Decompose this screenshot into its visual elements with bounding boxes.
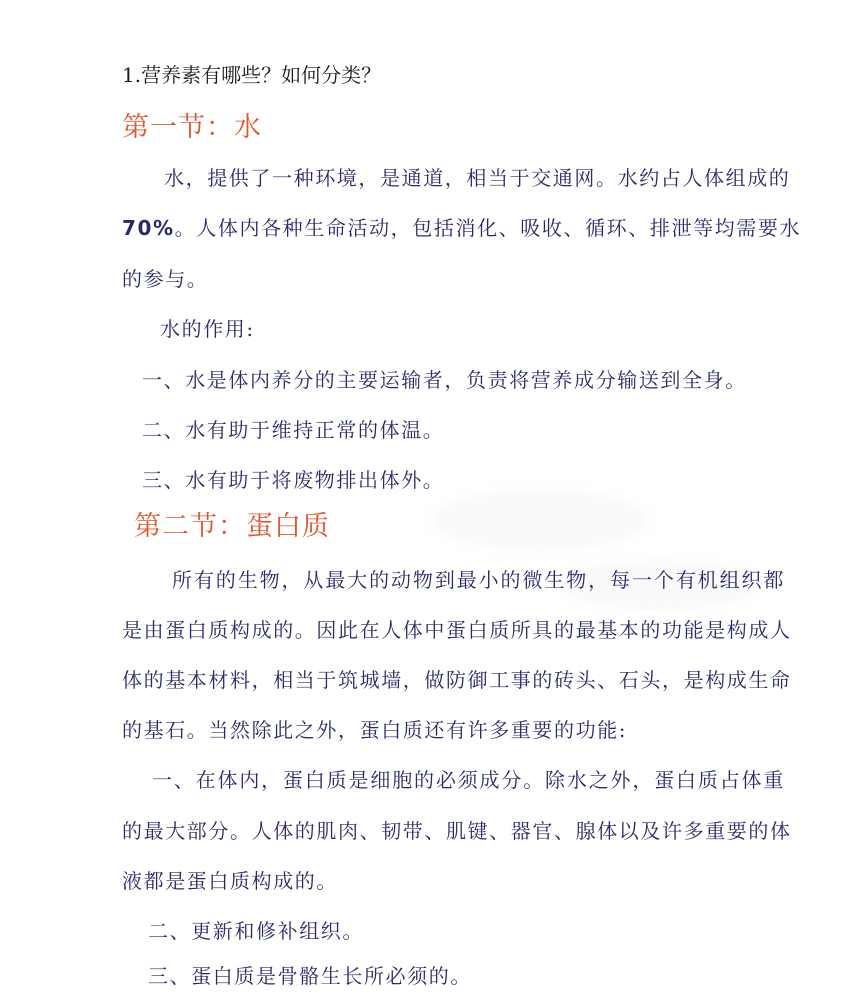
protein-item-1-line: 一、在体内，蛋白质是细胞的必须成分。除水之外，蛋白质占体重: [152, 768, 785, 792]
water-paragraph-line-1: 水，提供了一种环境，是通道，相当于交通网。水约占人体组成的: [164, 166, 791, 190]
scan-smudge: [430, 490, 650, 550]
protein-item-3: 三、蛋白质是骨骼生长所必须的。: [148, 964, 472, 988]
protein-paragraph-line: 体的基本材料，相当于筑城墙，做防御工事的砖头、石头，是构成生命: [122, 668, 792, 692]
water-functions-title: 水的作用:: [160, 317, 255, 341]
protein-item-2: 二、更新和修补组织。: [148, 919, 364, 943]
protein-paragraph-line: 的基石。当然除此之外，蛋白质还有许多重要的功能:: [122, 718, 628, 742]
water-function-item: 三、水有助于将废物排出体外。: [142, 468, 445, 492]
water-function-item: 二、水有助于维持正常的体温。: [142, 418, 445, 442]
section-heading-protein: 第二节：蛋白质: [134, 511, 330, 542]
water-paragraph-line-3: 的参与。: [122, 267, 209, 291]
protein-item-1-line: 液都是蛋白质构成的。: [122, 869, 338, 893]
water-paragraph-line-2-text: 。人体内各种生命活动，包括消化、吸收、循环、排泄等均需要水: [174, 216, 802, 240]
protein-paragraph-line: 是由蛋白质构成的。因此在人体中蛋白质所具的最基本的功能是构成人: [122, 618, 792, 642]
protein-paragraph-line: 所有的生物，从最大的动物到最小的微生物，每一个有机组织都: [172, 568, 785, 592]
section-heading-water: 第一节：水: [122, 112, 262, 143]
water-paragraph-line-2: [122, 216, 802, 240]
protein-item-1-line: 的最大部分。人体的肌肉、韧带、肌键、器官、腺体以及许多重要的体: [122, 819, 792, 843]
question-line: 1.营养素有哪些？如何分类？: [122, 63, 382, 87]
water-percentage: 70%: [122, 216, 175, 240]
water-function-item: 一、水是体内养分的主要运输者，负责将营养成分输送到全身。: [142, 368, 747, 392]
